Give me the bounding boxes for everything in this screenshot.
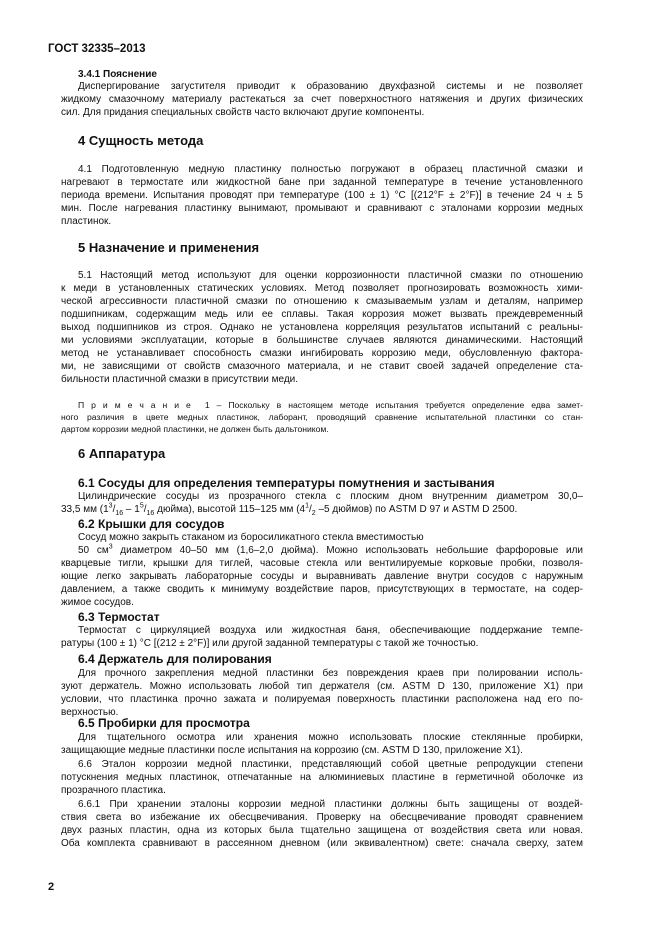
subsection-title-6-5: 6.5 Пробирки для просмотра	[78, 716, 250, 730]
section-title-6: 6 Аппаратура	[78, 446, 166, 461]
paragraph-line: ствия света во избежание их обесцвечивания. Проверку на обесцвечивание проводят сравнением	[61, 812, 583, 823]
paragraph-line: метод не устанавливает способность смазки ингибировать коррозию меди, обусловленную фактора-	[61, 348, 583, 359]
paragraph-line: Оба комплекта сравнивают в рассеянном дневном (или эквивалентном) свете: сначала сверху, затем	[61, 838, 583, 849]
subsection-title-3-4-1: 3.4.1 Пояснение	[78, 69, 157, 80]
paragraph-line: Для прочного закрепления медной пластинки без повреждения краев при полировании исполь-	[78, 668, 583, 679]
page-number: 2	[48, 881, 55, 893]
subsection-title-6-4: 6.4 Держатель для полирования	[78, 652, 272, 666]
paragraph-line: Для тщательного осмотра или хранения можно использовать плоские стеклянные пробирки,	[78, 732, 583, 743]
paragraph-line: мин. После нагревания пластинку вынимают, промывают и сравнивают с эталонами коррозии медных	[61, 203, 583, 214]
paragraph-line: 6.6.1 При хранении эталоны коррозии медной пластинки должны быть защищены от воздей-	[78, 799, 583, 810]
note-line: П р и м е ч а н и е 1 – Поскольку в настоящем методе испытания требуется определение едва замет-	[78, 400, 584, 410]
paragraph-line: условии, что пластинка прочно зажата и полируемая поверхность пластинки расположена над его по-	[61, 694, 583, 705]
paragraph-line: Цилиндрические сосуды из прозрачного стекла с плоским дном внутренним диаметром 30,0–	[78, 491, 583, 502]
paragraph-line: 6.6 Эталон коррозии медной пластинки, представляющий собой цветные репродукции степени	[78, 759, 583, 770]
subsection-title-6-3: 6.3 Термостат	[78, 610, 160, 624]
paragraph-line: ческой агрессивности пластичной смазки по отношению к смазываемым узлам и деталям, например	[61, 296, 583, 307]
paragraph-line: ющие легко закрывать лабораторные сосуды и выравнивать давление внутри сосудов с наружным	[61, 571, 583, 582]
paragraph-line: 5.1 Настоящий метод используют для оценки коррозионности пластичной смазки по отношению	[78, 270, 583, 281]
paragraph-line: периода времени. Испытания проводят при температуре (100 ± 1) °C [(212°F ± 2°F)] в течение 24 ч ± 5	[61, 190, 583, 201]
paragraph-line: нагревают в термостате или жидкостной бане при заданной температуре в течение установленного	[61, 177, 583, 188]
section-title-5: 5 Назначение и применения	[78, 240, 260, 255]
paragraph-line: пластинок.	[61, 216, 112, 227]
paragraph-line: бильности пластичной смазки в присутствии меди.	[61, 374, 299, 385]
note-line: дартом коррозии медной пластинки, не должен быть дальтоником.	[61, 424, 329, 434]
paragraph-line: ратуры (100 ± 1) °C [(212 ± 2°F)] или другой заданной температуры с такой же точностью.	[61, 638, 479, 649]
paragraph-line: ми, не зависящими от свойств смазочного материала, и не ставит своей задачей определение ста-	[61, 361, 583, 372]
paragraph-line: потускнения медных пластинок, отпечатанные на алюминиевых пластине в герметичной оболочке из	[61, 772, 583, 783]
paragraph-line: жимое сосудов.	[61, 597, 134, 608]
paragraph-line: давлением, а также сводить к минимуму воздействие паров, присутствующих в термостате, на содер-	[61, 584, 583, 595]
paragraph-line: кварцевые тигли, крышки для тиглей, часовые стекла или вентилируемые корковые пробки, позволя-	[61, 558, 583, 569]
note-label: П р и м е ч а н и е	[78, 400, 191, 410]
paragraph-line: защищающие медные пластинки после испытания на коррозию (см. ASTM D 130, приложение X1).	[61, 745, 523, 756]
paragraph-line: подшипникам, содержащим медь или ее сплавы. Такая коррозия может вызвать преждевременный	[61, 309, 583, 320]
paragraph-line: 4.1 Подготовленную медную пластинку полностью погружают в образец пластичной смазки и	[78, 164, 583, 175]
paragraph-line: верхностью.	[61, 707, 119, 718]
paragraph-line: зуют держатель. Можно использовать любой тип держателя (см. ASTM D 130, приложение X1) при	[61, 681, 583, 692]
paragraph-line: выход подшипников из строя. Однако не установлена корреляция результатов испытаний с реальны-	[61, 322, 583, 333]
paragraph-line: к меди в установленных статических условиях. Метод позволяет прогнозировать возможность хими-	[61, 283, 583, 294]
subsection-title-6-2: 6.2 Крышки для сосудов	[78, 517, 225, 531]
paragraph-line: жидкому смазочному материалу растекаться за счет поверхностного натяжения и других физических	[61, 94, 583, 105]
paragraph-line: ми условиями эксплуатации, которые в большинстве случаев являются динамическими. Настоящий	[61, 335, 583, 346]
paragraph-line: 50 $см^3$ диаметром 40–50 мм (1,6–2,0 дюйма). Можно использовать небольшие фарфоровые или	[78, 543, 583, 556]
paragraph-line: двух разных пластин, одна из которых была тщательно защищена от воздействия света или новая.	[61, 825, 583, 836]
section-title-4: 4 Сущность метода	[78, 133, 204, 148]
paragraph-line: Сосуд можно закрыть стаканом из боросиликатного стекла вместимостью	[78, 532, 424, 543]
paragraph-line: Диспергирование загустителя приводит к образованию двухфазной системы и не позволяет	[78, 81, 583, 92]
note-line: ного различия в цвете медных пластинок, лаборант, проводящий сравнение испытательной пластинки со стан-	[61, 412, 583, 422]
paragraph-line: прозрачного пластика.	[61, 785, 166, 796]
paragraph-line: 33,5 мм ($1^3/_{16} - 1^5/_{16}$ дюйма), высотой 115–125 мм ($4^1/_2$ –5 дюймов) по ASTM D 97 и ASTM D 2500.	[61, 502, 518, 517]
subsection-title-6-1: 6.1 Сосуды для определения температуры помутнения и застывания	[78, 476, 495, 490]
paragraph-line: Термостат с циркуляцией воздуха или жидкостная баня, обеспечивающие поддержание темпе-	[78, 625, 583, 636]
paragraph-line: сил. Для придания специальных свойств часто включают другие компоненты.	[61, 107, 425, 118]
standard-header: ГОСТ 32335–2013	[48, 43, 146, 55]
